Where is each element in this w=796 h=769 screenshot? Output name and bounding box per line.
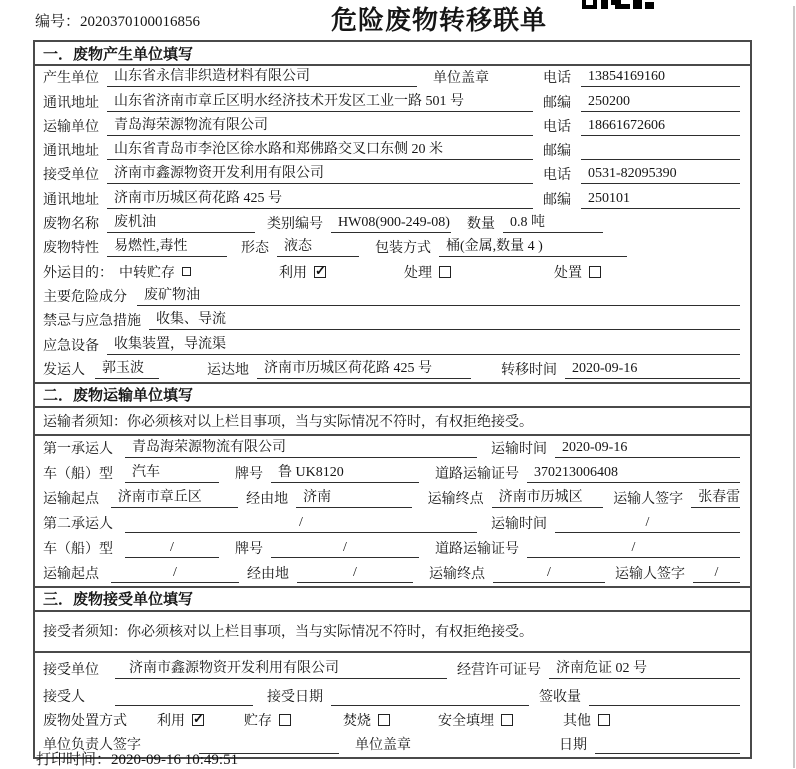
first-vehicle-type-value: 汽车 — [125, 461, 219, 483]
checkbox-disposal-store — [279, 714, 291, 726]
producer-address-label: 通讯地址 — [43, 95, 99, 111]
form-value: 液态 — [277, 235, 359, 257]
second-terminal-value: / — [493, 565, 605, 583]
section-receive — [35, 586, 750, 757]
main-hazard-row — [35, 285, 750, 309]
print-time-line — [36, 748, 238, 769]
terminal-label: 运输终点 — [429, 566, 485, 582]
second-road-permit-value: / — [527, 540, 740, 558]
first-road-permit-value: 370213006408 — [527, 465, 740, 483]
disposal-option-incinerate — [343, 710, 390, 730]
producer-phone-value: 13854169160 — [581, 69, 740, 87]
plate-label: 牌号 — [235, 466, 263, 482]
receiver-phone-label: 电话 — [543, 168, 571, 184]
checkbox-disposal-landfill — [501, 714, 513, 726]
producer-postcode-label: 邮编 — [543, 95, 571, 111]
second-transport-time-value: / — [555, 515, 740, 533]
destination-value: 济南市历城区荷花路 425 号 — [257, 357, 471, 379]
page-edge-divider — [793, 6, 795, 768]
waste-property-row — [35, 236, 750, 260]
disposal-option-utilize — [157, 710, 204, 730]
receiver-unit-row — [35, 163, 750, 187]
disposal-option-other — [563, 710, 610, 730]
disposal-method-row — [35, 709, 750, 733]
purpose-option-label: 中转贮存 — [119, 265, 175, 281]
first-carrier-label: 第一承运人 — [43, 441, 113, 457]
checkbox-disposal-other — [598, 714, 610, 726]
second-vehicle-type-value: / — [125, 540, 219, 558]
transporter-address-value: 山东省青岛市李沧区徐水路和郑佛路交叉口东侧 20 米 — [107, 138, 533, 160]
main-hazard-value: 废矿物油 — [137, 284, 740, 306]
second-route-row — [35, 561, 750, 586]
waste-name-value: 废机油 — [107, 211, 255, 233]
disposal-option-label: 焚烧 — [343, 713, 371, 729]
second-via-value: / — [297, 565, 413, 583]
transfer-time-label: 转移时间 — [501, 362, 557, 378]
transporter-unit-label: 运输单位 — [43, 119, 99, 135]
first-carrier-value: 青岛海荣源物流有限公司 — [125, 436, 477, 458]
disposal-option-label: 其他 — [563, 713, 591, 729]
first-carrier-row — [35, 436, 750, 461]
checkbox-disposal-utilize — [192, 714, 204, 726]
receive-date2-value — [595, 752, 740, 754]
transporter-phone-label: 电话 — [543, 119, 571, 135]
receiver-unit-label: 接受单位 — [43, 168, 99, 184]
producer-unit-label: 产生单位 — [43, 71, 99, 87]
main-hazard-label: 主要危险成分 — [43, 289, 127, 305]
transporter-postcode-value — [581, 158, 740, 160]
receive-seal-label: 单位盖章 — [355, 737, 411, 753]
section-transport-heading: 二．废物运输单位填写 — [35, 384, 750, 408]
waste-name-label: 废物名称 — [43, 217, 99, 233]
vehicle-type-label: 车（船）型 — [43, 466, 113, 482]
producer-phone-label: 电话 — [543, 71, 571, 87]
disposal-option-label: 贮存 — [244, 713, 272, 729]
via-label: 经由地 — [246, 491, 289, 507]
first-route-row — [35, 486, 750, 511]
road-permit-label: 道路运输证号 — [435, 466, 519, 482]
checkbox-treat — [439, 266, 451, 278]
disposal-option-landfill — [438, 710, 513, 730]
license-value: 济南危证 02 号 — [549, 657, 740, 679]
second-vehicle-row — [35, 536, 750, 561]
vehicle-type-label: 车（船）型 — [43, 541, 113, 557]
receive-person-value — [115, 704, 253, 706]
receiver-phone-value: 0531-82095390 — [581, 166, 740, 184]
receiver-address-label: 通讯地址 — [43, 192, 99, 208]
quantity-label: 数量 — [467, 217, 495, 233]
receiver-address-value: 济南市历城区荷花路 425 号 — [107, 187, 533, 209]
responsible-sign-label: 单位负责人签字 — [43, 737, 141, 753]
receiver-postcode-value: 250101 — [581, 191, 740, 209]
shipper-label: 发运人 — [43, 362, 85, 378]
outbound-purpose-label: 外运目的： — [43, 265, 113, 281]
carrier-sign-label: 运输人签字 — [613, 491, 684, 507]
checkbox-dispose — [589, 266, 601, 278]
transport-time-label: 运输时间 — [491, 441, 547, 457]
transfer-time-value: 2020-09-16 — [565, 361, 740, 379]
receive-unit-value: 济南市鑫源物资开发利用有限公司 — [115, 657, 447, 679]
purpose-option-dispose — [554, 262, 601, 282]
outbound-purpose-row — [35, 260, 750, 284]
waste-property-label: 废物特性 — [43, 241, 99, 257]
page-title: 危险废物转移联单 — [331, 5, 548, 35]
second-carrier-label: 第二承运人 — [43, 516, 113, 532]
disposal-method-label: 废物处置方式 — [43, 713, 127, 729]
checkbox-disposal-incinerate — [378, 714, 390, 726]
plate-label: 牌号 — [235, 541, 263, 557]
section-producer — [35, 42, 750, 382]
checkbox-transfer-storage — [182, 267, 191, 276]
qr-code-fragment-icon — [582, 0, 654, 9]
second-carrier-row — [35, 511, 750, 536]
section-producer-heading: 一．废物产生单位填写 — [35, 42, 750, 66]
transporter-unit-value: 青岛海荣源物流有限公司 — [107, 114, 533, 136]
origin-label: 运输起点 — [43, 491, 99, 507]
producer-address-value: 山东省济南市章丘区明水经济技术开发区工业一路 501 号 — [107, 90, 533, 112]
second-carrier-value: / — [125, 515, 477, 533]
transport-time-label: 运输时间 — [491, 516, 547, 532]
transporter-phone-value: 18661672606 — [581, 118, 740, 136]
disposal-option-store — [244, 710, 291, 730]
print-time-value: 2020-09-16 10:49:51 — [111, 752, 239, 768]
producer-address-row — [35, 90, 750, 114]
receive-person-row — [35, 682, 750, 709]
receiver-address-row — [35, 187, 750, 211]
receive-unit-label: 接受单位 — [43, 662, 99, 678]
transporter-address-row — [35, 139, 750, 163]
producer-unit-row — [35, 66, 750, 90]
packing-label: 包装方式 — [375, 241, 431, 257]
first-carrier-sign-value: 张春雷 — [691, 486, 740, 508]
carrier-sign-label: 运输人签字 — [615, 566, 685, 582]
taboo-measures-value: 收集、导流 — [149, 308, 740, 330]
receive-notice: 接受者须知：你必须核对以上栏目事项，当与实际情况不符时，有权拒绝接受。 — [35, 612, 750, 653]
emergency-equipment-row — [35, 333, 750, 357]
form-label: 形态 — [241, 241, 269, 257]
purpose-option-transfer-storage — [119, 262, 191, 282]
category-code-value: HW08(900-249-08) — [331, 215, 451, 233]
receive-date2-label: 日期 — [559, 737, 587, 753]
purpose-option-label: 利用 — [279, 265, 307, 281]
shipper-row — [35, 358, 750, 382]
waste-name-row — [35, 212, 750, 236]
shipper-value: 郭玉波 — [95, 357, 159, 379]
waste-property-value: 易燃性,毒性 — [107, 235, 227, 257]
sign-quantity-label: 签收量 — [539, 689, 581, 705]
receiver-unit-value: 济南市鑫源物资开发利用有限公司 — [107, 162, 533, 184]
second-carrier-sign-value: / — [693, 565, 740, 583]
road-permit-label: 道路运输证号 — [435, 541, 519, 557]
transport-notice: 运输者须知：你必须核对以上栏目事项，当与实际情况不符时，有权拒绝接受。 — [35, 408, 750, 436]
purpose-option-label: 处置 — [554, 265, 582, 281]
packing-value: 桶(金属,数量 4 ) — [439, 235, 627, 257]
first-vehicle-row — [35, 461, 750, 486]
producer-postcode-value: 250200 — [581, 94, 740, 112]
purpose-option-treat — [404, 262, 451, 282]
emergency-equipment-value: 收集装置，导流渠 — [107, 333, 740, 355]
producer-seal-label: 单位盖章 — [433, 71, 489, 87]
transporter-address-label: 通讯地址 — [43, 144, 99, 160]
sign-quantity-value — [589, 704, 740, 706]
transporter-unit-row — [35, 115, 750, 139]
quantity-value: 0.8 吨 — [503, 211, 603, 233]
emergency-equipment-label: 应急设备 — [43, 338, 99, 354]
manifest-form — [33, 40, 752, 759]
receiver-postcode-label: 邮编 — [543, 192, 571, 208]
taboo-measures-label: 禁忌与应急措施 — [43, 314, 141, 330]
first-transport-time-value: 2020-09-16 — [555, 440, 740, 458]
disposal-option-label: 安全填埋 — [438, 713, 494, 729]
purpose-option-label: 处理 — [404, 265, 432, 281]
transporter-postcode-label: 邮编 — [543, 144, 571, 160]
serial-value: 2020370100016856 — [80, 14, 201, 30]
taboo-measures-row — [35, 309, 750, 333]
second-origin-value: / — [111, 565, 239, 583]
second-plate-value: / — [271, 540, 419, 558]
checkbox-utilize — [314, 266, 326, 278]
category-code-label: 类别编号 — [267, 217, 323, 233]
receive-date-label: 接受日期 — [267, 689, 323, 705]
first-origin-value: 济南市章丘区 — [111, 486, 238, 508]
receive-date-value — [331, 704, 529, 706]
destination-label: 运达地 — [207, 362, 249, 378]
license-label: 经营许可证号 — [457, 662, 541, 678]
serial-number-line — [35, 10, 200, 31]
via-label: 经由地 — [247, 566, 289, 582]
first-via-value: 济南 — [296, 486, 412, 508]
producer-unit-value: 山东省永信非织造材料有限公司 — [107, 65, 417, 87]
origin-label: 运输起点 — [43, 566, 99, 582]
section-transport — [35, 382, 750, 586]
print-time-label: 打印时间： — [36, 752, 112, 768]
first-terminal-value: 济南市历城区 — [492, 486, 604, 508]
receive-unit-row — [35, 653, 750, 682]
disposal-option-label: 利用 — [157, 713, 185, 729]
purpose-option-utilize — [279, 262, 326, 282]
serial-label: 编号： — [35, 14, 81, 30]
first-plate-value: 鲁 UK8120 — [271, 461, 419, 483]
terminal-label: 运输终点 — [427, 491, 484, 507]
section-receive-heading: 三．废物接受单位填写 — [35, 588, 750, 612]
receive-person-label: 接受人 — [43, 689, 85, 705]
